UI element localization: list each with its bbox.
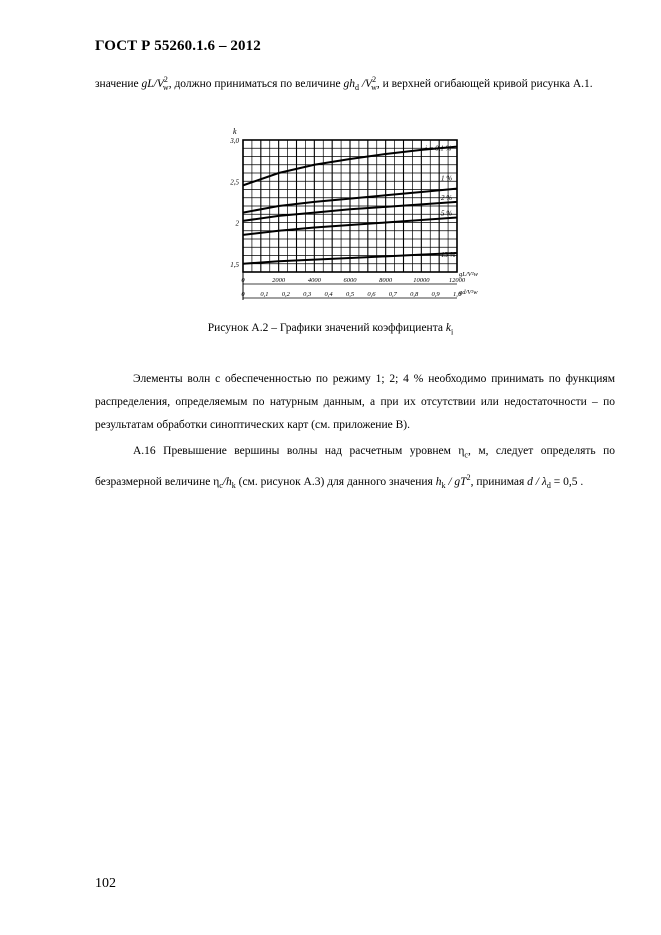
x-tick-bottom: 1,0 (452, 291, 462, 298)
x-tick-bottom: 0,1 (260, 291, 269, 298)
intro-text-mid: , должно приниматься по величине (168, 77, 344, 90)
paragraph-a16 (95, 440, 615, 497)
x-tick-bottom: 0,9 (431, 291, 440, 298)
para2-end: = 0,5 . (550, 476, 584, 489)
para2-mid4: , принимая (470, 476, 528, 489)
x-tick-top: 6000 (343, 277, 357, 284)
x-tick-bottom: 0,4 (324, 291, 333, 298)
y-tick-label: 2,5 (230, 178, 239, 187)
formula-sup-2: 2 (372, 75, 377, 84)
page-number: 102 (95, 876, 116, 891)
formula-sub: w (162, 83, 169, 93)
curve-label: 5 % (441, 209, 453, 218)
y-tick-label: 2 (235, 219, 239, 228)
intro-text-start: значение (95, 77, 142, 90)
caption-text: Рисунок А.2 – Графики значений коэффициента (207, 322, 446, 334)
formula-gl-vw: gL/V (141, 77, 164, 90)
formula-sub-d: d (354, 83, 359, 93)
x-tick-top: 4000 (307, 277, 321, 284)
para2-start: А.16 Превышение вершины волны над расчетным уровнем η (133, 445, 465, 457)
chart-svg (225, 120, 478, 310)
figure-a2-chart (225, 120, 478, 310)
formula-ghd: gh (343, 77, 355, 90)
y-tick-label: 3,0 (230, 137, 239, 145)
x-tick-top: 2000 (272, 277, 286, 284)
para2-sub: c (464, 450, 468, 460)
x-tick-bottom: 0,7 (388, 291, 397, 298)
formula-d-sub: d (546, 481, 551, 491)
x-tick-bottom: 0 (241, 291, 245, 298)
formula-sub-w: w (371, 83, 377, 93)
caption-symbol: k (445, 322, 451, 334)
intro-text-end: , и верхней огибающей кривой рисунка А.1. (376, 77, 593, 90)
formula-gt: / gT (445, 476, 467, 489)
curve-label: 13 % (441, 251, 456, 260)
para2-mid3: (см. рисунок А.3) для данного значения (235, 476, 436, 489)
x-tick-top: 8000 (379, 277, 393, 284)
formula-d-lambda: d / λ (527, 476, 547, 489)
curve-label: 2 % (441, 193, 453, 202)
x-tick-bottom: 0,5 (345, 291, 355, 298)
x-tick-bottom: 0,3 (303, 291, 312, 298)
para2-sub3: k (231, 481, 236, 491)
formula-sup: 2 (163, 75, 168, 84)
intro-paragraph (95, 68, 615, 99)
formula-h-sub: k (441, 481, 446, 491)
formula-gt-sup: 2 (466, 473, 471, 483)
caption-sub: i (450, 327, 454, 337)
figure-caption (0, 322, 661, 336)
x-tick-top: 10000 (413, 277, 430, 284)
y-axis-label: k (233, 127, 237, 136)
x-tick-top: 12000 (448, 277, 466, 284)
y-tick-label: 1,5 (230, 260, 239, 269)
x-axis-label-top: gL/V²w (459, 271, 478, 278)
x-tick-bottom: 0,8 (410, 291, 419, 298)
curve-label: i = 0,1 % (425, 144, 452, 153)
para2-mid1: , м, следует определять по безразмерной величине η (95, 445, 615, 489)
formula-h: h (435, 476, 442, 489)
para2-hk: /h (222, 476, 232, 489)
x-tick-bottom: 0,6 (367, 291, 376, 298)
para2-sub2: c (219, 481, 223, 491)
paragraph-wave-elements: Элементы волн с обеспеченностью по режиму 1; 2; 4 % необходимо принимать по функциям распределения, определяемым по натурным данным, а при их отсутствии или недостаточности – по результатам обработки синоптических карт (см. приложение В). (95, 373, 615, 431)
x-axis-label-bottom: gd/V²w (459, 289, 478, 296)
formula-vw: /V (358, 77, 373, 90)
x-tick-bottom: 0,2 (281, 291, 290, 298)
document-header: ГОСТ Р 55260.1.6 – 2012 (95, 38, 261, 54)
x-tick-top: 0 (241, 277, 245, 284)
curve-label: 1 % (441, 174, 453, 183)
